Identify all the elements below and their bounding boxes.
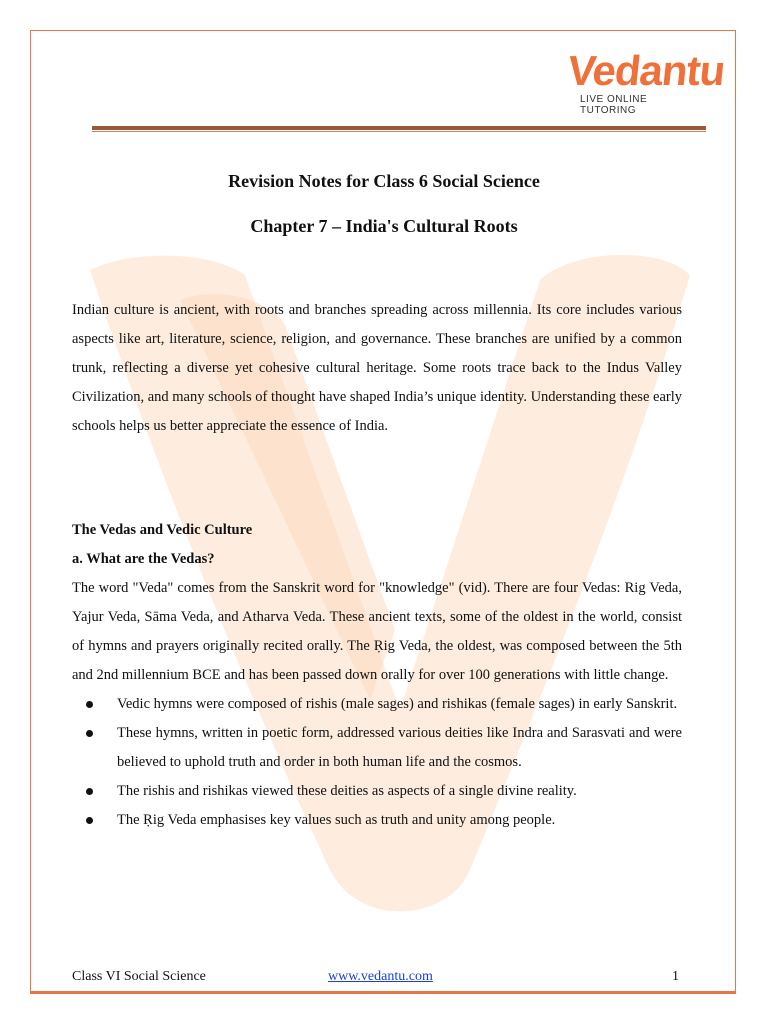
vedas-section bbox=[72, 516, 682, 835]
bullet-icon bbox=[86, 817, 93, 824]
page-number: 1 bbox=[672, 969, 679, 984]
list-item: Vedic hymns were composed of rishis (male sages) and rishikas (female sages) in early Sanskrit. bbox=[72, 690, 682, 719]
footer-website-link[interactable]: www.vedantu.com bbox=[328, 969, 433, 984]
intro-block bbox=[72, 296, 682, 441]
bullet-list bbox=[72, 690, 682, 835]
document-title: Revision Notes for Class 6 Social Science bbox=[228, 171, 540, 191]
bullet-icon bbox=[86, 730, 93, 737]
subsection-paragraph: The word "Veda" comes from the Sanskrit word for "knowledge" (vid). There are four Vedas: Rig Veda, Yajur Veda, Sāma Veda, and Atharva Veda. These ancient texts, some of the oldest in the world, consist of hymns and prayers originally recited orally. The Ṛig Veda, the oldest, was composed between the 5th and 2nd millennium BCE and has been passed down orally for over 100 generations with little change. bbox=[72, 580, 682, 683]
intro-paragraph: Indian culture is ancient, with roots and branches spreading across millennia. Its core includes various aspects like art, literature, science, religion, and governance. These branches are unified by a common trunk, reflecting a diverse yet cohesive cultural heritage. Some roots trace back to the Indus Valley Civilization, and many schools of thought have shaped India’s unique identity. Understanding these early schools helps us better appreciate the essence of India. bbox=[72, 302, 682, 434]
list-item: These hymns, written in poetic form, addressed various deities like Indra and Sarasvati and were believed to uphold truth and order in both human life and the cosmos. bbox=[72, 719, 682, 777]
vedantu-logo bbox=[565, 47, 727, 116]
bullet-icon bbox=[86, 701, 93, 708]
footer-course-label: Class VI Social Science bbox=[72, 969, 206, 984]
chapter-title: Chapter 7 – India's Cultural Roots bbox=[250, 216, 518, 236]
header-divider bbox=[92, 126, 706, 130]
logo-wordmark: Vedantu bbox=[565, 47, 727, 94]
bullet-icon bbox=[86, 788, 93, 795]
subsection-heading: a. What are the Vedas? bbox=[72, 551, 215, 567]
header-divider-thin bbox=[92, 131, 706, 132]
section-heading: The Vedas and Vedic Culture bbox=[72, 522, 253, 538]
list-item: The rishis and rishikas viewed these deities as aspects of a single divine reality. bbox=[72, 777, 682, 806]
logo-tagline: LIVE ONLINE TUTORING bbox=[580, 94, 648, 116]
list-item: The Ṛig Veda emphasises key values such as truth and unity among people. bbox=[72, 806, 682, 835]
